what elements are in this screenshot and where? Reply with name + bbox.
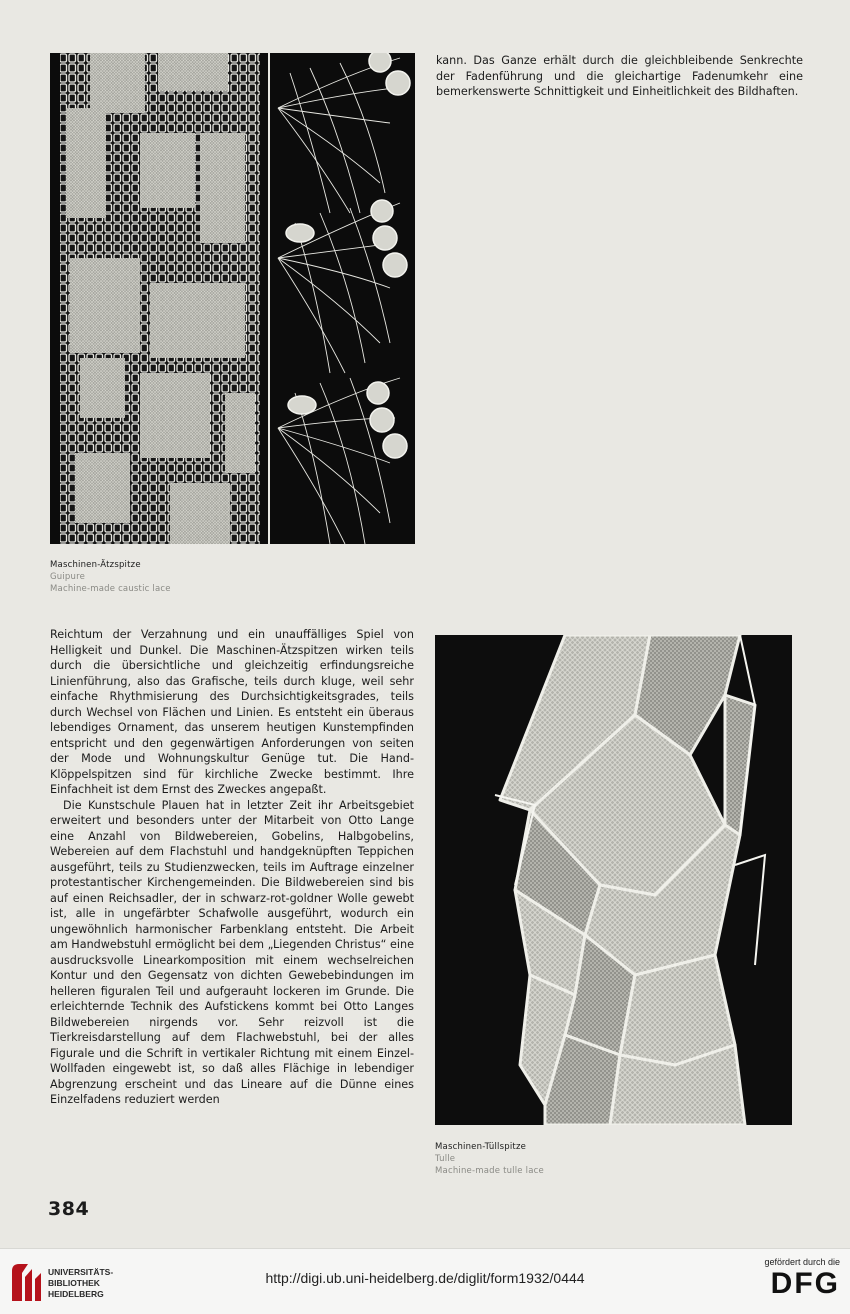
right-paragraph: kann. Das Ganze erhält durch die gleichbleibende Senkrechte der Fadenführung und die gleichartige Fadenumkehr eine bemerkenswerte Schnittigkeit und Einheitlichkeit des Bildhaften. [436,54,803,98]
figure1-caption-german: Maschinen-Ätzspitze [50,560,141,570]
footer-bar [0,1248,850,1314]
left-paragraph-2: Die Kunstschule Plauen hat in letzter Zeit ihr Arbeitsgebiet erweitert und besonders unter der Mitarbeit von Otto Lange eine Anzahl von Bildwebereien, Gobelins, Halbgobelins, Webereien auf dem Flachstuhl und handgeknüpften Teppichen ausgeführt, teils zu Studienzwecken, teils im Auftrage einzelner protestantischer Kirchengemeinden. Die Bildwebereien sind bis auf einen Reichsadler, der in schwarz-rot-goldner Wolle gewebt ist, alle in ungefärbter Schafwolle ausgeführt, wodurch ein ungewöhnlich harmonischer Farbenklang entsteht. Die Arbeit am Handwebstuhl ermöglicht bei dem „Liegenden Christus“ eine ausdrucksvolle Linearkomposition mit einem wechselreichen Kontur und den Gegensatz von dichten Gewebebindungen im helleren figuralen Teil und aufgerauht lockeren im Grunde. Die erleichternde Technik des Aufstickens kommt bei Otto Langes Bildwebereien nirgends vor. Sehr reizvoll ist die Tierkreisdarstellung auf dem Flachwebstuhl, bei der alles Figurale und die Schrift in vertikaler Richtung mit einem Einzel-Wollfaden eingewebt ist, so daß alles Flächige in lebendiger Abgrenzung erscheint und das Lineare auf die Dünne eines Einzelfadens reduziert werden [50,798,414,1106]
tulle-lace-illustration [435,635,792,1125]
source-url-link[interactable]: http://digi.ub.uni-heidelberg.de/diglit/form1932/0444 [265,1270,585,1286]
sponsor-label: gefördert durch die [764,1257,840,1267]
library-name-line3: HEIDELBERG [48,1289,104,1299]
right-column-text [436,53,803,100]
dfg-logo: DFG [770,1267,840,1300]
caustic-lace-illustration [50,53,415,544]
left-paragraph-1: Reichtum der Verzahnung und ein unauffälliges Spiel von Helligkeit und Dunkel. Die Maschinen-Ätzspitzen wirken teils durch die übersichtliche und gleichzeitig erfindungsreiche Linienführung, also das Grafische, teils durch kluge, weil sehr einfache Rhythmisierung des Durchsichtigkeitsgrades, teils durch Wechsel von Flächen und Linien. Es entsteht ein überaus lebendiges Ornament, das unserem heutigen Kunstempfinden entspricht und den gegenwärtigen Anforderungen von seiten der Mode und Wohnungskultur Genüge tut. Die Hand-Klöppelspitzen sind für kirchliche Zwecke bestimmt. Ihre Einfachheit ist dem Ernst des Zweckes angepaßt. [50,628,414,796]
library-name-line2: BIBLIOTHEK [48,1278,100,1288]
tulle-lace-photo [435,635,792,1125]
figure1-caption [50,559,171,595]
figure2-caption-english: Machine-made tulle lace [435,1166,544,1176]
left-column-text [50,627,414,1108]
figure1-caption-french: Guipure [50,572,86,582]
sponsor-logo[interactable] [754,1257,840,1309]
figure2-caption-french: Tulle [435,1154,456,1164]
figure2-caption [435,1141,544,1177]
figure1-caption-english: Machine-made caustic lace [50,584,171,594]
caustic-lace-photo [50,53,415,544]
page-number: 384 [48,1198,90,1220]
library-name-line1: UNIVERSITÄTS- [48,1267,114,1277]
figure2-caption-german: Maschinen-Tüllspitze [435,1142,527,1152]
